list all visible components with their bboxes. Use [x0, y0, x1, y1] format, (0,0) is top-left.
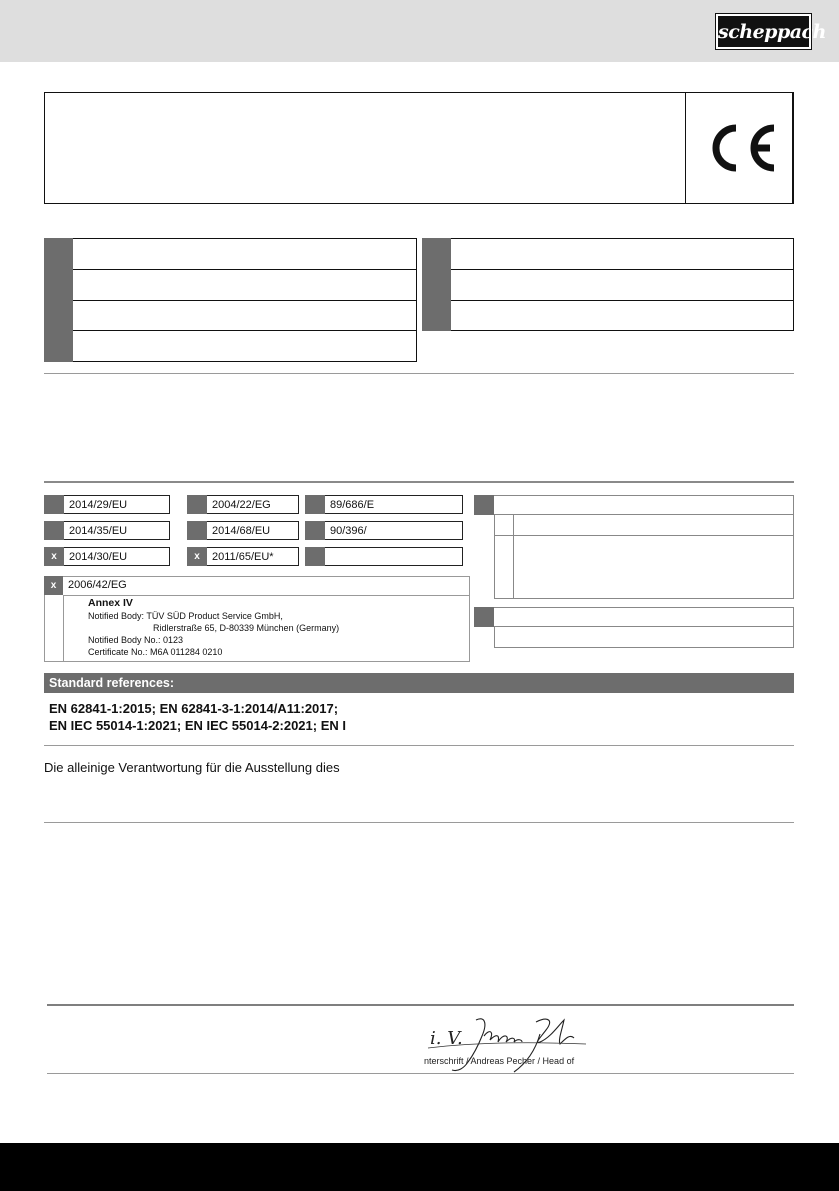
title-box-edge [792, 92, 794, 204]
checkbox-square [44, 521, 64, 540]
info-cell-left-4 [44, 330, 417, 362]
info-cell-right-2 [422, 269, 794, 301]
declaration-title-box [44, 92, 794, 204]
right-directive-row [474, 495, 794, 515]
right-directive-subrow [494, 627, 794, 648]
checkbox-square [187, 521, 207, 540]
checkbox-mark: x [44, 547, 64, 566]
standards-line-1: EN 62841-1:2015; EN 62841-3-1:2014/A11:2017; [49, 701, 339, 716]
directive-checkbox [187, 521, 299, 540]
directive-label: 2011/65/EU* [212, 551, 274, 563]
directive-checkbox [305, 521, 463, 540]
directive-checkbox [44, 547, 170, 566]
divider [44, 745, 794, 746]
notified-body: Notified Body: TÜV SÜD Product Service GmbH, [88, 611, 283, 621]
standards-line-2: EN IEC 55014-1:2021; EN IEC 55014-2:2021; EN I [49, 718, 346, 733]
right-directive-row [474, 607, 794, 627]
info-label-box [44, 330, 73, 362]
annex-title: Annex IV [88, 597, 133, 609]
directive-label: 2014/30/EU [69, 551, 128, 563]
divider [44, 822, 794, 823]
directive-label: 2014/29/EU [69, 499, 128, 511]
checkbox-square [474, 607, 494, 627]
info-label-box [44, 300, 73, 331]
checkbox-square [305, 495, 325, 514]
checkbox-square [305, 547, 325, 566]
directive-label: 2004/22/EG [212, 499, 271, 511]
divider [44, 481, 794, 483]
footer-bar [0, 1143, 839, 1191]
directive-checkbox [305, 495, 463, 514]
directive-checkbox [44, 521, 170, 540]
info-label-box [44, 238, 73, 270]
checkbox-mark: x [187, 547, 207, 566]
info-cell-left-3 [44, 300, 417, 331]
notified-body-address: Ridlerstraße 65, D-80339 München (Germany) [153, 623, 340, 633]
ce-mark-icon [700, 122, 780, 174]
directive-label: 90/396/ [330, 525, 367, 537]
directive-label: 2014/35/EU [69, 525, 128, 537]
directive-checkbox [44, 495, 170, 514]
directive-checkbox [187, 547, 299, 566]
header-bar [0, 0, 839, 62]
directive-label: 2006/42/EG [68, 579, 127, 591]
directive-checkbox [187, 495, 299, 514]
checkbox-mark: x [44, 576, 63, 595]
divider [47, 1073, 794, 1074]
checkbox-square [187, 495, 207, 514]
notified-body-number: Notified Body No.: 0123 [88, 635, 184, 645]
info-cell-right-1 [422, 238, 794, 270]
info-cell-left-2 [44, 269, 417, 301]
signature-prefix: i. V. [430, 1028, 463, 1049]
checkbox-square [44, 495, 64, 514]
checkbox-square [474, 495, 494, 515]
info-label-box [422, 238, 451, 270]
brand-logo: scheppach [716, 14, 811, 49]
directive-label: 2014/68/EU [212, 525, 271, 537]
certificate-number: Certificate No.: M6A 011284 0210 [88, 647, 223, 657]
info-label-box [44, 269, 73, 301]
right-directive-subrow [494, 515, 794, 536]
standards-header: Standard references: [44, 673, 794, 693]
info-cell-right-3 [422, 300, 794, 331]
directive-label: 89/686/E [330, 499, 375, 511]
signature-caption: nterschrift / Andreas Pecher / Head of [424, 1056, 575, 1066]
signature-rule [47, 1004, 794, 1006]
title-box-divider [685, 92, 686, 204]
info-cell-left-1 [44, 238, 417, 270]
right-directive-divider [513, 515, 514, 599]
checkbox-square [305, 521, 325, 540]
responsibility-statement: Die alleinige Verantwortung für die Ausstellung dies [44, 760, 340, 775]
info-label-box [422, 269, 451, 301]
divider [44, 373, 794, 374]
info-label-box [422, 300, 451, 331]
directive-checkbox [305, 547, 463, 566]
